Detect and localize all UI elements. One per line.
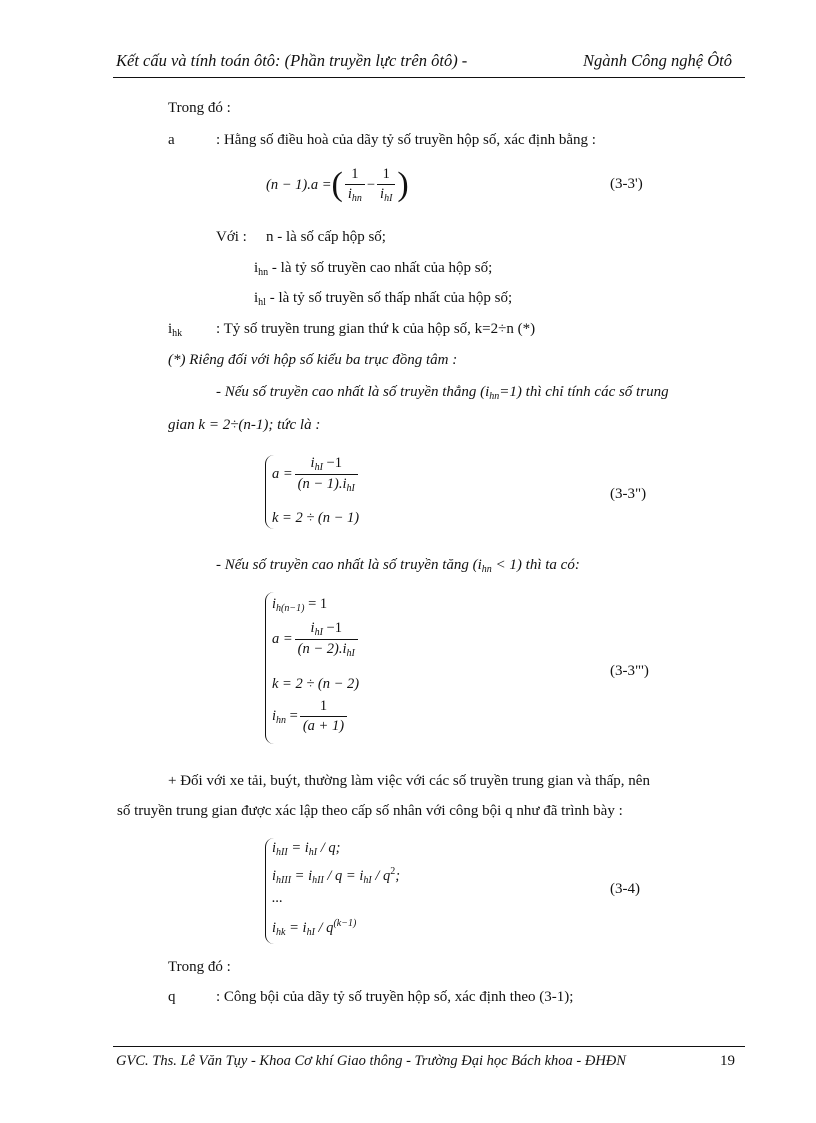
eq-line-1 bbox=[272, 840, 340, 858]
case2-a: - Nếu số truyền cao nhất là số truyền tăng (i bbox=[216, 557, 482, 573]
left-paren: ( bbox=[331, 166, 343, 203]
equation-3-3-prime bbox=[266, 158, 409, 212]
case1-b: =1) thì chỉ tính các số trung bbox=[499, 384, 669, 400]
l2-c: / q = i bbox=[323, 868, 364, 884]
equation-number: (3-3") bbox=[610, 486, 647, 502]
voi-label: Với : bbox=[216, 229, 247, 245]
l2-a-sub: hIII bbox=[276, 875, 292, 886]
l4-sup: (k−1) bbox=[333, 918, 357, 929]
equation-3-3-triple-prime bbox=[265, 592, 421, 744]
num-rest: −1 bbox=[322, 620, 342, 636]
a-fraction bbox=[295, 455, 358, 494]
den-sub: hI bbox=[346, 648, 355, 659]
ihn-sub: hn bbox=[258, 267, 269, 278]
l1-a-sub: hII bbox=[276, 847, 288, 858]
l4-eq: = bbox=[286, 707, 298, 724]
l1-b: = i bbox=[287, 840, 309, 856]
frac-denominator: i bbox=[347, 186, 352, 202]
ihn-desc: - là tỷ số truyền cao nhất của hộp số; bbox=[268, 260, 493, 276]
eq-line-2 bbox=[272, 620, 360, 659]
l1-a: i bbox=[272, 840, 277, 856]
l4-i: i bbox=[272, 707, 277, 724]
eq-a-line bbox=[272, 455, 360, 494]
case1-a: - Nếu số truyền cao nhất là số truyền thẳng (i bbox=[216, 384, 490, 400]
case2-text bbox=[216, 557, 580, 575]
trong-do-label: Trong đó : bbox=[168, 100, 231, 116]
equation-number: (3-3') bbox=[610, 176, 643, 192]
ihl-desc: - là tỷ số truyền số thấp nhất của hộp số; bbox=[265, 290, 513, 306]
note-title: (*) Riêng đối với hộp số kiểu ba trục đồng tâm : bbox=[168, 352, 458, 368]
eq-line-3: ... bbox=[272, 890, 283, 906]
a-lhs: a = bbox=[272, 631, 293, 647]
den-sub: hI bbox=[346, 483, 355, 494]
l1-b-sub: hI bbox=[308, 847, 318, 858]
truck-paragraph-line2: số truyền trung gian được xác lập theo cấp số nhân với công bội q như đã trình bày : bbox=[117, 803, 623, 819]
frac-numerator: 1 bbox=[345, 166, 365, 185]
a-definition: : Hằng số điều hoà của dãy tỷ số truyền hộp số, xác định bằng : bbox=[216, 132, 596, 148]
def-n: n - là số cấp hộp số; bbox=[266, 229, 386, 245]
eq-line-3: k = 2 ÷ (n − 2) bbox=[272, 676, 360, 692]
def-ihn bbox=[254, 260, 492, 278]
l4-sub: hn bbox=[276, 714, 287, 726]
frac-denominator: i bbox=[380, 186, 385, 202]
l1-rest: = 1 bbox=[304, 596, 328, 612]
den-pre: (n − 1).i bbox=[297, 476, 347, 492]
case1-text-line2: gian k = 2÷(n-1); tức là : bbox=[168, 417, 321, 433]
q-definition: : Công bội của dãy tỷ số truyền hộp số, xác định theo (3-1); bbox=[216, 989, 574, 1005]
eq-lhs: (n − 1).a = bbox=[266, 176, 332, 193]
a-symbol: a bbox=[168, 132, 175, 148]
l2-sup: 2 bbox=[390, 866, 396, 877]
l1-c: / q; bbox=[317, 840, 341, 856]
minus-sign: − bbox=[366, 176, 376, 193]
truck-paragraph-line1: + Đối với xe tải, buýt, thường làm việc với các số truyền trung gian và thấp, nên bbox=[168, 773, 650, 789]
footer-rule bbox=[113, 1046, 745, 1047]
ihl-sub: hl bbox=[258, 297, 266, 308]
right-paren: ) bbox=[397, 166, 409, 203]
l4-fraction bbox=[300, 698, 347, 735]
l4-num: 1 bbox=[300, 698, 347, 717]
l2-b-sub: hII bbox=[312, 875, 324, 886]
page-number: 19 bbox=[720, 1053, 735, 1069]
equation-number: (3-3"') bbox=[610, 663, 649, 679]
def-ihl bbox=[254, 290, 512, 308]
num-i: i bbox=[310, 620, 315, 636]
ihk-main: i bbox=[168, 321, 173, 337]
num-i: i bbox=[310, 455, 315, 471]
l4-a-sub: hk bbox=[276, 927, 286, 938]
frac-denominator-sub: hn bbox=[351, 193, 362, 204]
l2-b: = i bbox=[291, 868, 313, 884]
l2-c-sub: hI bbox=[363, 875, 372, 886]
running-header-title: Kết cấu và tính toán ôtô: (Phần truyền lực trên ôtô) - bbox=[116, 51, 468, 70]
l4-b-sub: hI bbox=[306, 927, 315, 938]
ihn-symbol: i bbox=[254, 260, 259, 276]
eq-line-2 bbox=[272, 866, 400, 886]
frac-denominator-sub: hI bbox=[384, 193, 393, 204]
equation-3-4 bbox=[265, 838, 446, 944]
ihl-symbol: i bbox=[254, 290, 259, 306]
case1-text bbox=[216, 384, 669, 402]
num-sub: hI bbox=[314, 462, 323, 473]
a-fraction bbox=[295, 620, 358, 659]
equation-number: (3-4) bbox=[610, 881, 640, 897]
eq-k-line: k = 2 ÷ (n − 1) bbox=[272, 510, 360, 526]
eq-line-1 bbox=[272, 596, 327, 614]
case2-b: < 1) thì ta có: bbox=[491, 557, 580, 573]
eq-line-4 bbox=[272, 698, 349, 735]
case2-sub: hn bbox=[481, 564, 492, 575]
ihk-symbol bbox=[168, 321, 182, 339]
l4-den: (a + 1) bbox=[302, 718, 345, 734]
ihk-definition: : Tỷ số truyền trung gian thứ k của hộp số, k=2÷n (*) bbox=[216, 321, 536, 337]
footer-author: GVC. Ths. Lê Văn Tụy - Khoa Cơ khí Giao thông - Trường Đại học Bách khoa - ĐHĐN bbox=[116, 1053, 626, 1069]
l2-a: i bbox=[272, 868, 277, 884]
fraction-1-over-ihn bbox=[345, 166, 365, 204]
num-rest: −1 bbox=[322, 455, 342, 471]
frac-numerator: 1 bbox=[377, 166, 395, 185]
den-pre: (n − 2).i bbox=[297, 641, 347, 657]
l1-sub: h(n−1) bbox=[276, 603, 305, 614]
l4-b: = i bbox=[285, 920, 307, 936]
fraction-1-over-ihl bbox=[377, 166, 395, 204]
eq-line-4 bbox=[272, 918, 356, 938]
running-header-field: Ngành Công nghệ Ôtô bbox=[583, 51, 732, 70]
q-symbol: q bbox=[168, 989, 176, 1005]
num-sub: hI bbox=[314, 627, 323, 638]
equation-3-3-double-prime bbox=[265, 455, 411, 529]
l4-a: i bbox=[272, 920, 277, 936]
a-lhs: a = bbox=[272, 466, 293, 482]
l1-i: i bbox=[272, 596, 277, 612]
trong-do-label-2: Trong đó : bbox=[168, 959, 231, 975]
l4-c: / q bbox=[314, 920, 334, 936]
header-rule bbox=[113, 77, 745, 78]
l2-e: ; bbox=[395, 868, 401, 884]
l2-d: / q bbox=[371, 868, 391, 884]
ihk-sub: hk bbox=[172, 328, 183, 339]
case1-sub: hn bbox=[489, 391, 500, 402]
